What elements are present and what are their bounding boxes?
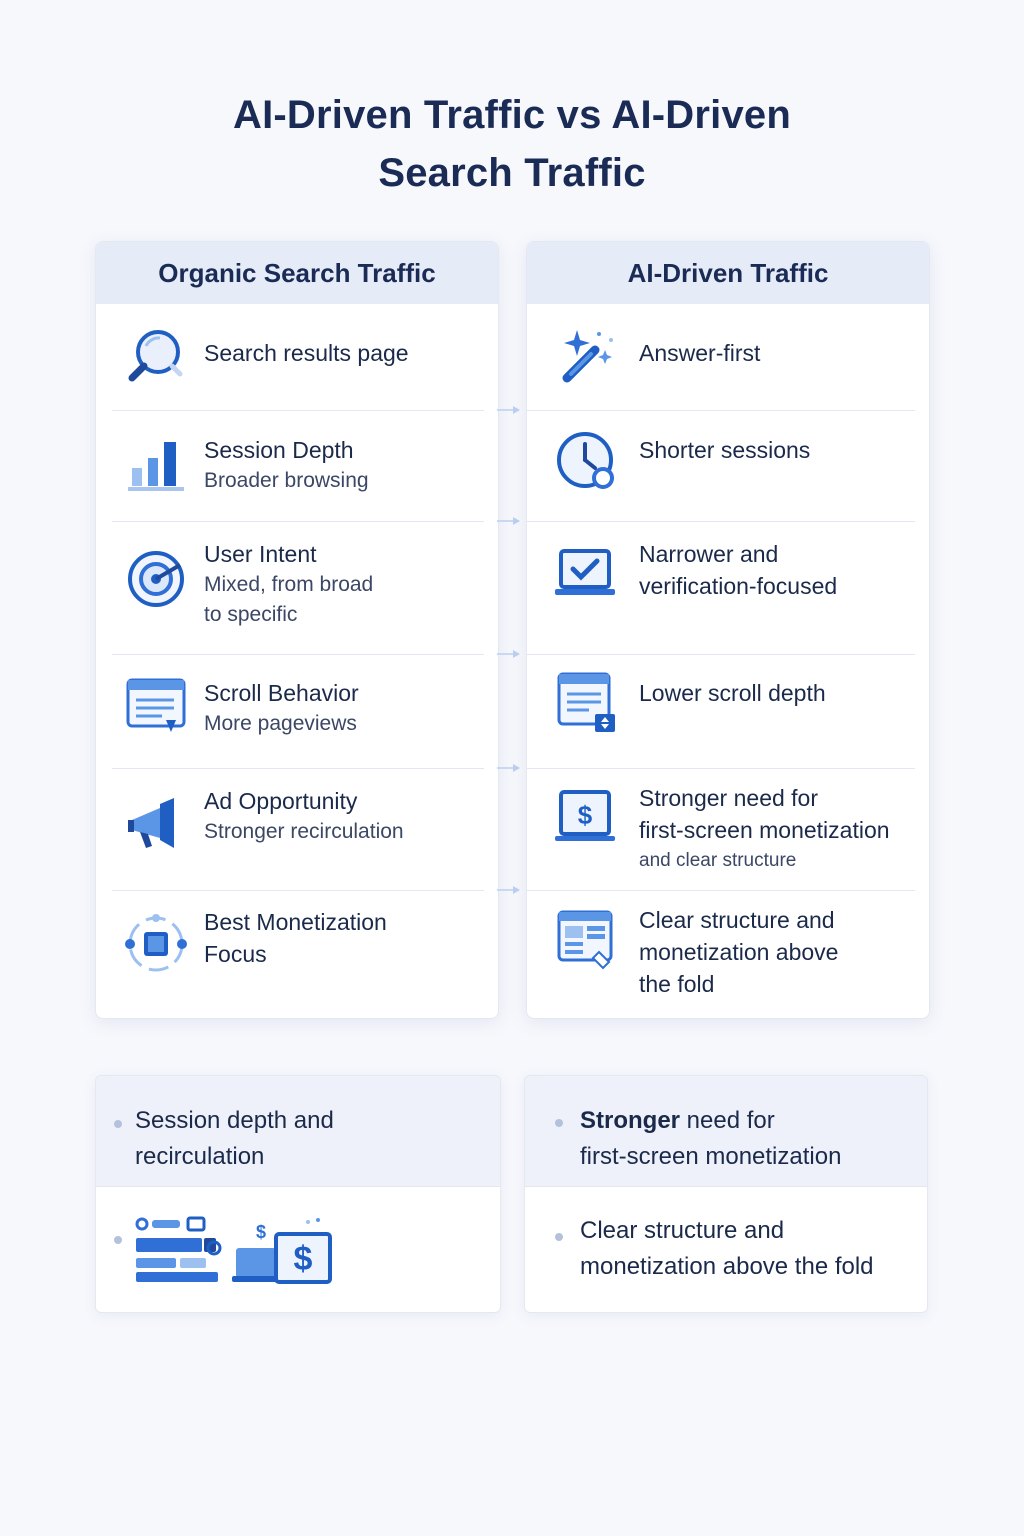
connector-arrow-icon (497, 649, 521, 659)
target-icon (124, 545, 188, 609)
row-title-2: Focus (204, 941, 267, 967)
ai-card-header: AI-Driven Traffic (527, 242, 929, 304)
bullet-dot (555, 1119, 563, 1127)
connector-arrow-icon (497, 405, 521, 415)
bottom-right-item-2-line-2: monetization above the fold (580, 1253, 874, 1280)
list-item (112, 768, 484, 891)
row-title: Shorter sessions (639, 437, 811, 463)
row-title: User Intent (204, 541, 317, 567)
layout-window-icon (555, 908, 619, 972)
row-subtitle: Broader browsing (204, 469, 369, 492)
recirculation-dollar-illustration-icon (132, 1214, 342, 1288)
title-line-2: Search Traffic (378, 151, 646, 195)
bottom-right-item-1-rest: need for (680, 1107, 775, 1134)
row-subtitle-2: to specific (204, 603, 298, 626)
list-item (112, 521, 484, 655)
bullet-dot (555, 1233, 563, 1241)
connector-arrow-icon (497, 763, 521, 773)
list-item (527, 768, 915, 891)
organic-card-header: Organic Search Traffic (96, 242, 498, 304)
svg-text:$: $ (256, 1222, 267, 1242)
row-title-2: verification-focused (639, 573, 838, 599)
list-item (527, 521, 915, 655)
list-item (527, 304, 915, 411)
clock-icon (555, 430, 619, 494)
list-item (112, 410, 484, 522)
list-item (527, 890, 915, 1018)
magnifier-icon (124, 326, 188, 390)
connector-arrow-icon (497, 516, 521, 526)
row-title: Answer-first (639, 340, 761, 366)
bottom-right-header (525, 1076, 927, 1187)
row-title: Search results page (204, 340, 409, 366)
svg-text:$: $ (293, 1240, 313, 1278)
scroll-window-icon (124, 674, 188, 738)
bottom-right-item-1-bold: Stronger (580, 1107, 681, 1134)
bottom-right-panel (524, 1075, 928, 1313)
row-title: Scroll Behavior (204, 680, 359, 706)
list-item (527, 654, 915, 769)
row-title: Ad Opportunity (204, 788, 358, 814)
list-item (112, 890, 484, 1018)
row-title: Narrower and (639, 541, 779, 567)
connector-arrow-icon (497, 885, 521, 895)
row-title: Stronger need for (639, 785, 819, 811)
laptop-check-icon (553, 543, 617, 607)
row-title-3: the fold (639, 971, 715, 997)
dollar-screen-icon (553, 786, 617, 850)
bottom-left-line-1: Session depth and (135, 1107, 334, 1134)
svg-text:$: $ (577, 800, 593, 830)
row-title: Clear structure and (639, 907, 835, 933)
title-line-1: AI-Driven Traffic vs AI-Driven (232, 93, 791, 137)
bar-chart-icon (124, 432, 188, 496)
list-item (112, 654, 484, 769)
bottom-left-header (96, 1076, 500, 1187)
organic-search-card (95, 241, 499, 1019)
bottom-left-line-2: recirculation (135, 1143, 265, 1170)
bullet-dot (114, 1120, 122, 1128)
row-subtitle: More pageviews (204, 712, 357, 735)
bottom-right-item-1 (580, 1103, 841, 1139)
row-title: Best Monetization (204, 909, 387, 935)
ai-driven-card (526, 241, 930, 1019)
row-subtitle: Stronger recirculation (204, 820, 404, 843)
scroll-down-window-icon (555, 670, 619, 734)
page-title (0, 86, 1024, 202)
row-title-2: monetization above (639, 939, 839, 965)
row-subtitle: and clear structure (639, 850, 797, 871)
bullet-dot (114, 1236, 122, 1244)
magic-wand-icon (555, 326, 619, 390)
monetization-cycle-icon (124, 912, 188, 976)
bottom-right-item-1-line-2: first-screen monetization (580, 1143, 842, 1170)
row-title: Lower scroll depth (639, 680, 826, 706)
list-item (527, 410, 915, 522)
megaphone-icon (124, 792, 188, 856)
bottom-right-item-2-line-1: Clear structure and (580, 1217, 785, 1244)
row-title: Session Depth (204, 437, 354, 463)
row-subtitle: Mixed, from broad (204, 573, 374, 596)
row-title-2: first-screen monetization (639, 817, 890, 843)
list-item (112, 304, 484, 411)
bottom-left-panel (95, 1075, 501, 1313)
